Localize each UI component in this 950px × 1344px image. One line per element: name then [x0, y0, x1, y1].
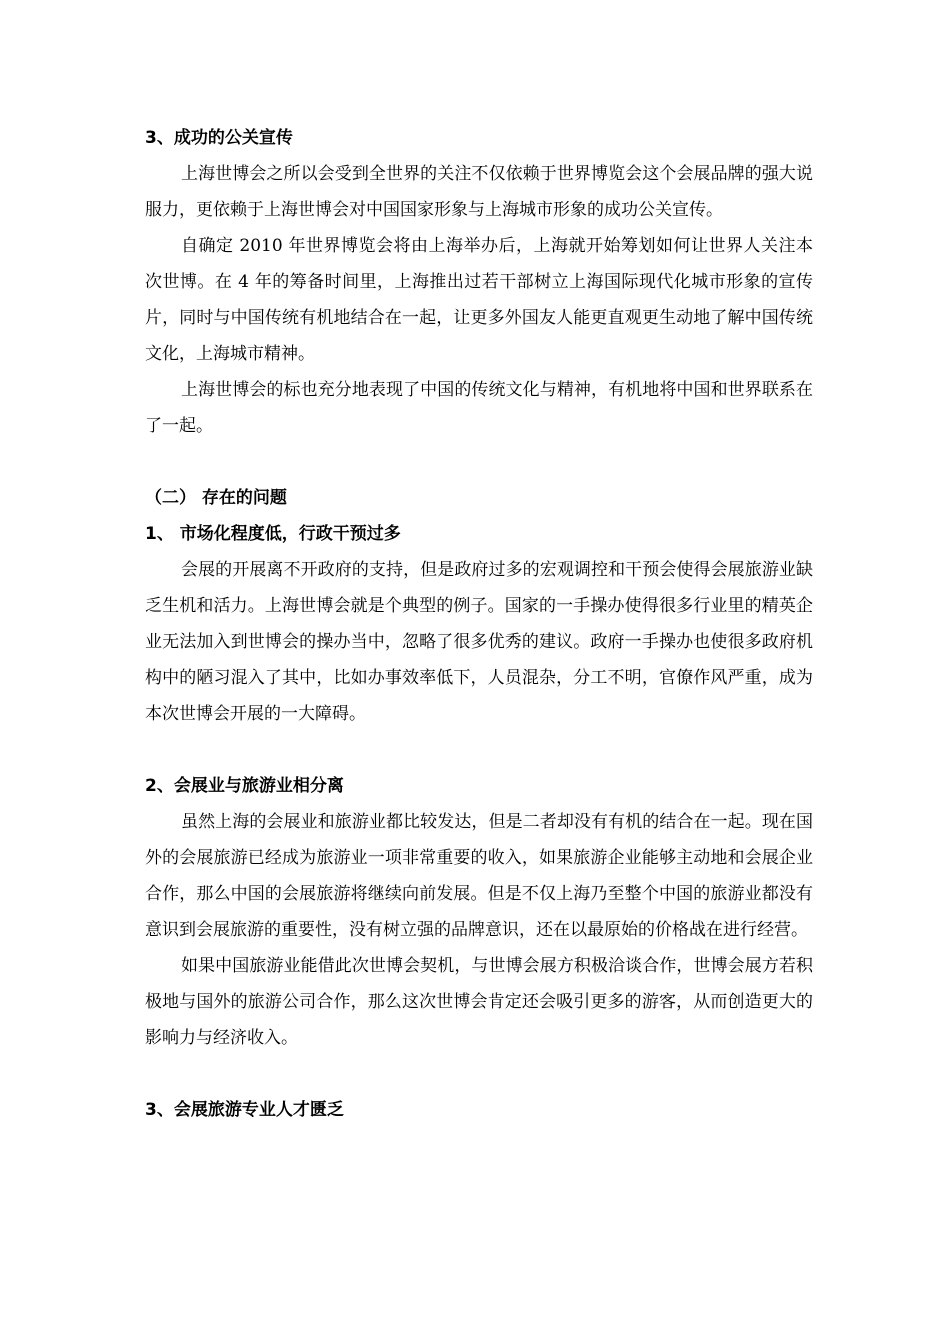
document-body: [145, 120, 813, 1128]
section-heading-market: 1、 市场化程度低，行政干预过多: [145, 524, 401, 544]
paragraph: 如果中国旅游业能借此次世博会契机，与世博会展方积极洽谈合作，世博会展方若积极地与国外的旅游公司合作，那么这次世博会肯定还会吸引更多的游客，从而创造更大的影响力与经济收入。: [145, 956, 813, 1048]
section-heading-pr: 3、成功的公关宣传: [145, 128, 293, 148]
spacer: [145, 1056, 813, 1092]
paragraph: 上海世博会的标也充分地表现了中国的传统文化与精神，有机地将中国和世界联系在了一起。: [145, 380, 813, 436]
spacer: [145, 444, 813, 480]
paragraph: 会展的开展离不开政府的支持，但是政府过多的宏观调控和干预会使得会展旅游业缺乏生机和活力。上海世博会就是个典型的例子。国家的一手操办使得很多行业里的精英企业无法加入到世博会的操办当中，忽略了很多优秀的建议。政府一手操办也使很多政府机构中的陋习混入了其中，比如办事效率低下，人员混杂，分工不明，官僚作风严重，成为本次世博会开展的一大障碍。: [145, 560, 813, 724]
section-heading-talent: 3、会展旅游专业人才匮乏: [145, 1100, 344, 1120]
paragraph: 自确定 2010 年世界博览会将由上海举办后，上海就开始筹划如何让世界人关注本次世博。在 4 年的筹备时间里，上海推出过若干部树立上海国际现代化城市形象的宣传片，同时与中国传统有机地结合在一起，让更多外国友人能更直观更生动地了解中国传统文化，上海城市精神。: [145, 236, 813, 364]
paragraph: 虽然上海的会展业和旅游业都比较发达，但是二者却没有有机的结合在一起。现在国外的会展旅游已经成为旅游业一项非常重要的收入，如果旅游企业能够主动地和会展企业合作，那么中国的会展旅游将继续向前发展。但是不仅上海乃至整个中国的旅游业都没有意识到会展旅游的重要性，没有树立强的品牌意识，还在以最原始的价格战在进行经营。: [145, 812, 813, 940]
section-heading-separation: 2、会展业与旅游业相分离: [145, 776, 344, 796]
spacer: [145, 732, 813, 768]
paragraph: 上海世博会之所以会受到全世界的关注不仅依赖于世界博览会这个会展品牌的强大说服力，更依赖于上海世博会对中国国家形象与上海城市形象的成功公关宣传。: [145, 164, 813, 220]
section-heading-problems: （二） 存在的问题: [145, 488, 287, 508]
